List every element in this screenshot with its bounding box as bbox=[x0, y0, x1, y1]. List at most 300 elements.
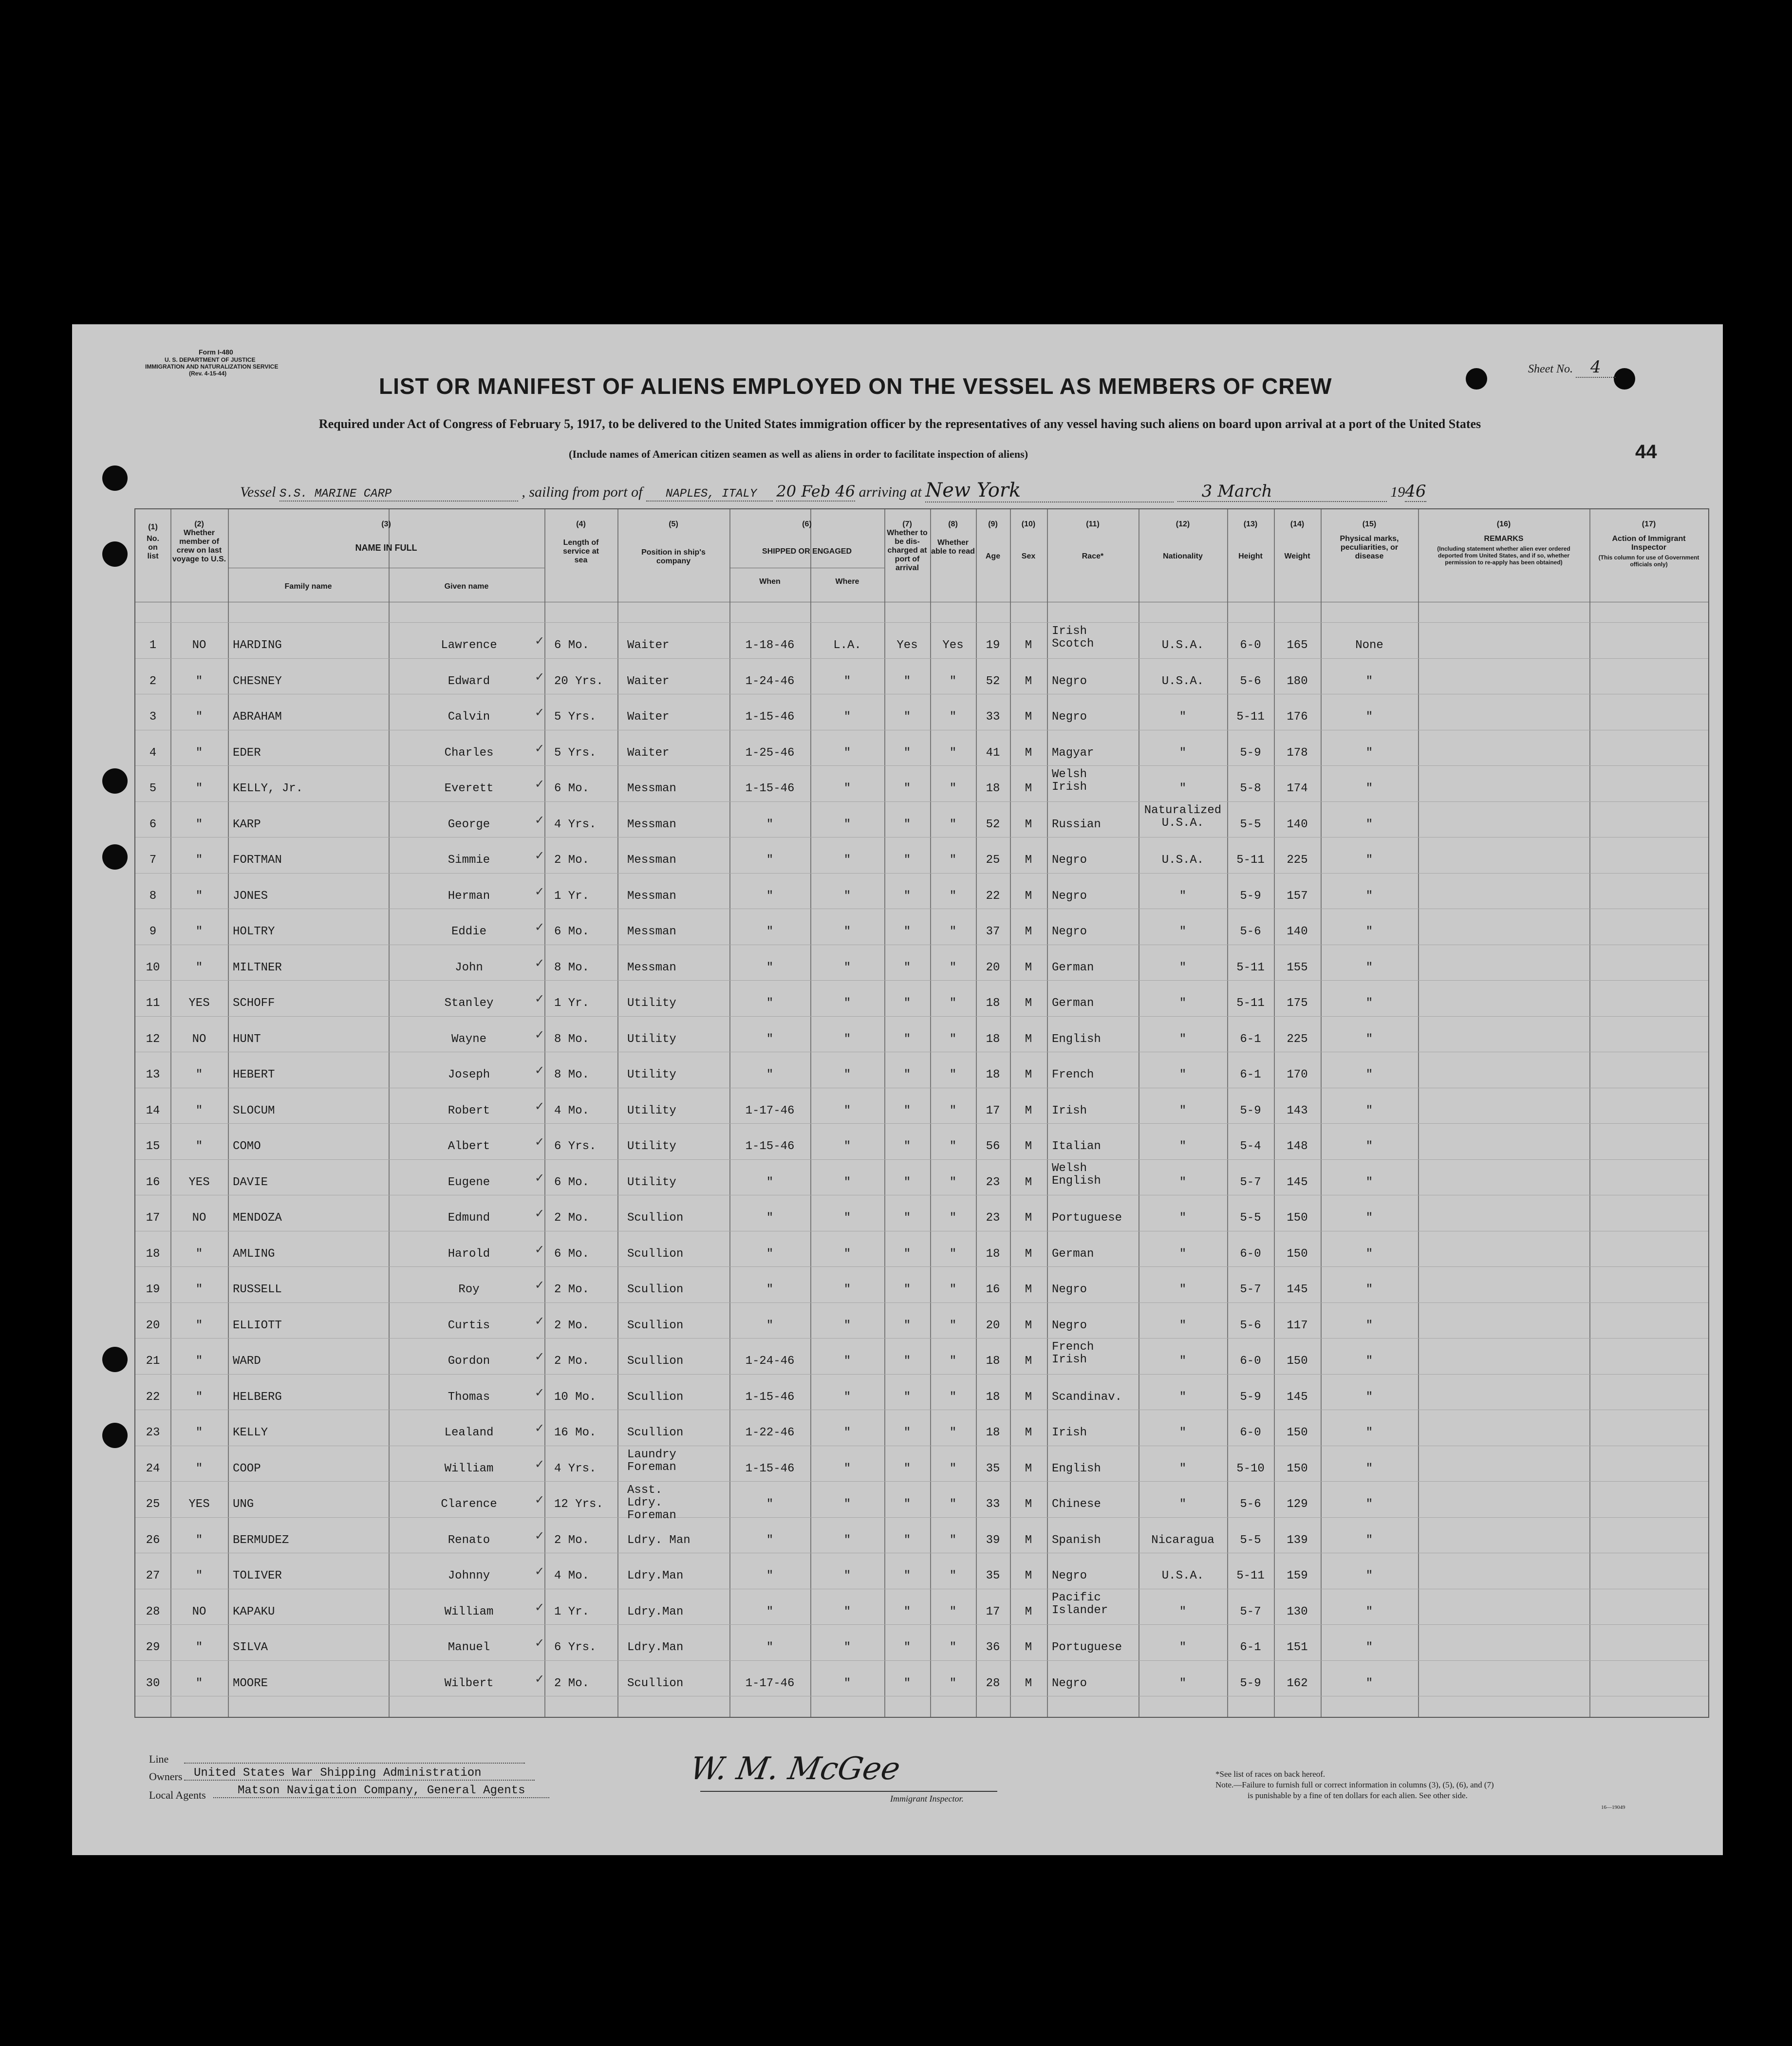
discharged-cell: " bbox=[903, 997, 911, 1010]
table-row bbox=[135, 1052, 1708, 1088]
shipped-where-cell: " bbox=[843, 1319, 851, 1332]
nationality-cell: U.S.A. bbox=[1161, 1569, 1204, 1582]
shipped-where-cell: " bbox=[843, 997, 851, 1010]
weight-cell: 175 bbox=[1287, 997, 1308, 1010]
col-header-shipped: (6) SHIPPED OR ENGAGED bbox=[762, 520, 852, 556]
position-cell: Utility bbox=[627, 1104, 676, 1117]
owners-value: United States War Shipping Administration bbox=[184, 1767, 535, 1781]
age-cell: 19 bbox=[986, 639, 1000, 652]
given-name-cell: William bbox=[444, 1462, 494, 1475]
table-row bbox=[135, 980, 1708, 1016]
shipped-when-cell: 1-17-46 bbox=[745, 1104, 795, 1117]
last-voyage-cell: " bbox=[195, 925, 203, 938]
age-cell: 23 bbox=[986, 1211, 1000, 1225]
row-number-cell: 28 bbox=[146, 1605, 160, 1618]
weight-cell: 150 bbox=[1287, 1211, 1308, 1225]
given-name-cell: Herman bbox=[448, 889, 490, 903]
last-voyage-cell: NO bbox=[192, 1211, 206, 1225]
shipped-where-cell: " bbox=[843, 1462, 851, 1475]
family-name-cell: ELLIOTT bbox=[233, 1319, 282, 1332]
service-length-cell: 6 Yrs. bbox=[554, 1641, 597, 1654]
shipped-when-cell: " bbox=[766, 889, 774, 903]
height-cell: 6-1 bbox=[1240, 1068, 1261, 1081]
last-voyage-cell: YES bbox=[188, 1175, 210, 1189]
col-header-weight: (14) Weight bbox=[1284, 520, 1310, 560]
race-cell: Scandinav. bbox=[1052, 1390, 1122, 1404]
able-to-read-cell: " bbox=[949, 997, 957, 1010]
race-cell: Chinese bbox=[1052, 1498, 1101, 1511]
vessel-name: S.S. MARINE CARP bbox=[280, 487, 518, 502]
shipped-when-cell: 1-15-46 bbox=[745, 1140, 795, 1153]
weight-cell: 162 bbox=[1287, 1676, 1308, 1690]
check-mark-icon: ✓ bbox=[535, 920, 545, 934]
table-row bbox=[135, 1517, 1708, 1553]
family-name-cell: TOLIVER bbox=[233, 1569, 282, 1582]
service-length-cell: 6 Mo. bbox=[554, 1175, 590, 1189]
nationality-cell: " bbox=[1179, 1032, 1187, 1046]
service-length-cell: 8 Mo. bbox=[554, 961, 590, 974]
nationality-cell: Naturalized U.S.A. bbox=[1144, 803, 1222, 830]
age-cell: 20 bbox=[986, 1319, 1000, 1332]
discharged-cell: " bbox=[903, 925, 911, 938]
shipped-where-cell: " bbox=[843, 1283, 851, 1296]
race-cell: English bbox=[1052, 1032, 1101, 1046]
row-number-cell: 15 bbox=[146, 1140, 160, 1153]
check-mark-icon: ✓ bbox=[535, 1350, 545, 1363]
sex-cell: M bbox=[1025, 1605, 1032, 1618]
check-mark-icon: ✓ bbox=[535, 884, 545, 898]
table-row bbox=[135, 801, 1708, 837]
age-cell: 18 bbox=[986, 1068, 1000, 1081]
able-to-read-cell: " bbox=[949, 674, 957, 688]
position-cell: Messman bbox=[627, 854, 676, 867]
weight-cell: 180 bbox=[1287, 674, 1308, 688]
position-cell: Scullion bbox=[627, 1211, 684, 1225]
discharged-cell: " bbox=[903, 889, 911, 903]
check-mark-icon: ✓ bbox=[535, 1493, 545, 1507]
check-mark-icon: ✓ bbox=[535, 1314, 545, 1328]
height-cell: 5-11 bbox=[1236, 854, 1265, 867]
last-voyage-cell: " bbox=[195, 1104, 203, 1117]
table-row bbox=[135, 1553, 1708, 1589]
punch-hole bbox=[1614, 368, 1635, 390]
able-to-read-cell: " bbox=[949, 782, 957, 795]
race-cell: Irish bbox=[1052, 1104, 1087, 1117]
family-name-cell: RUSSELL bbox=[233, 1283, 282, 1296]
race-cell: Negro bbox=[1052, 674, 1087, 688]
able-to-read-cell: " bbox=[949, 746, 957, 760]
check-mark-icon: ✓ bbox=[535, 1672, 545, 1686]
physical-marks-cell: " bbox=[1365, 674, 1373, 688]
discharged-cell: " bbox=[903, 1426, 911, 1439]
given-name-cell: Edmund bbox=[448, 1211, 490, 1225]
shipped-when-cell: 1-17-46 bbox=[745, 1676, 795, 1690]
arriving-label: arriving at bbox=[859, 484, 922, 500]
height-cell: 6-0 bbox=[1240, 1247, 1261, 1261]
shipped-where-cell: " bbox=[843, 674, 851, 688]
given-name-cell: Charles bbox=[444, 746, 494, 760]
shipped-when-cell: 1-15-46 bbox=[745, 1390, 795, 1404]
physical-marks-cell: " bbox=[1365, 1641, 1373, 1654]
table-row bbox=[135, 1088, 1708, 1124]
physical-marks-cell: " bbox=[1365, 1426, 1373, 1439]
check-mark-icon: ✓ bbox=[535, 992, 545, 1005]
sailing-label: , sailing from port of bbox=[522, 484, 643, 500]
check-mark-icon: ✓ bbox=[535, 1385, 545, 1399]
row-number-cell: 10 bbox=[146, 961, 160, 974]
given-name-cell: Thomas bbox=[448, 1390, 490, 1404]
nationality-cell: " bbox=[1179, 1319, 1187, 1332]
able-to-read-cell: " bbox=[949, 1319, 957, 1332]
height-cell: 5-4 bbox=[1240, 1140, 1261, 1153]
weight-cell: 139 bbox=[1287, 1533, 1308, 1547]
weight-cell: 165 bbox=[1287, 639, 1308, 652]
race-cell: Italian bbox=[1052, 1140, 1101, 1153]
check-mark-icon: ✓ bbox=[535, 670, 545, 684]
last-voyage-cell: " bbox=[195, 710, 203, 724]
row-number-cell: 11 bbox=[146, 997, 160, 1010]
shipped-where-cell: L.A. bbox=[833, 639, 861, 652]
age-cell: 18 bbox=[986, 1032, 1000, 1046]
physical-marks-cell: " bbox=[1365, 1175, 1373, 1189]
col-header-height: (13) Height bbox=[1238, 520, 1263, 560]
last-voyage-cell: " bbox=[195, 1140, 203, 1153]
row-number-cell: 3 bbox=[149, 710, 157, 724]
row-number-cell: 14 bbox=[146, 1104, 160, 1117]
position-cell: Utility bbox=[627, 1068, 676, 1081]
able-to-read-cell: " bbox=[949, 1032, 957, 1046]
sex-cell: M bbox=[1025, 1569, 1032, 1582]
service-length-cell: 2 Mo. bbox=[554, 1676, 590, 1690]
age-cell: 52 bbox=[986, 674, 1000, 688]
discharged-cell: " bbox=[903, 854, 911, 867]
age-cell: 18 bbox=[986, 782, 1000, 795]
position-cell: Messman bbox=[627, 925, 676, 938]
punch-hole bbox=[102, 1347, 128, 1372]
race-cell: French bbox=[1052, 1068, 1094, 1081]
shipped-when-cell: " bbox=[766, 1283, 774, 1296]
department: U. S. DEPARTMENT OF JUSTICE bbox=[165, 356, 256, 363]
family-name-cell: CHESNEY bbox=[233, 674, 282, 688]
age-cell: 52 bbox=[986, 818, 1000, 831]
sex-cell: M bbox=[1025, 782, 1032, 795]
table-row bbox=[135, 1123, 1708, 1159]
nationality-cell: U.S.A. bbox=[1161, 639, 1204, 652]
given-name-cell: Clarence bbox=[441, 1498, 497, 1511]
shipped-when-cell: " bbox=[766, 1211, 774, 1225]
race-cell: Negro bbox=[1052, 854, 1087, 867]
check-mark-icon: ✓ bbox=[535, 1457, 545, 1471]
weight-cell: 176 bbox=[1287, 710, 1308, 724]
last-voyage-cell: " bbox=[195, 854, 203, 867]
given-name-cell: Stanley bbox=[444, 997, 494, 1010]
position-cell: Messman bbox=[627, 961, 676, 974]
nationality-cell: " bbox=[1179, 1104, 1187, 1117]
weight-cell: 225 bbox=[1287, 1032, 1308, 1046]
race-cell: French Irish bbox=[1052, 1340, 1094, 1366]
last-voyage-cell: " bbox=[195, 1319, 203, 1332]
shipped-where-cell: " bbox=[843, 961, 851, 974]
weight-cell: 140 bbox=[1287, 818, 1308, 831]
height-cell: 5-5 bbox=[1240, 1533, 1261, 1547]
col-header-family-name: Family name bbox=[284, 582, 332, 591]
discharged-cell: " bbox=[903, 746, 911, 760]
shipped-where-cell: " bbox=[843, 1068, 851, 1081]
given-name-cell: Albert bbox=[448, 1140, 490, 1153]
able-to-read-cell: " bbox=[949, 1211, 957, 1225]
form-code: 16—19049 bbox=[1601, 1804, 1625, 1810]
able-to-read-cell: " bbox=[949, 1676, 957, 1690]
given-name-cell: Manuel bbox=[448, 1641, 490, 1654]
last-voyage-cell: " bbox=[195, 1426, 203, 1439]
age-cell: 18 bbox=[986, 1247, 1000, 1261]
row-number-cell: 18 bbox=[146, 1247, 160, 1261]
given-name-cell: Renato bbox=[448, 1533, 490, 1547]
given-name-cell: Edward bbox=[448, 674, 490, 688]
check-mark-icon: ✓ bbox=[535, 1099, 545, 1113]
shipped-when-cell: 1-15-46 bbox=[745, 1462, 795, 1475]
height-cell: 5-8 bbox=[1240, 782, 1261, 795]
position-cell: Waiter bbox=[627, 746, 670, 760]
age-cell: 36 bbox=[986, 1641, 1000, 1654]
service-length-cell: 1 Yr. bbox=[554, 889, 590, 903]
age-cell: 35 bbox=[986, 1569, 1000, 1582]
able-to-read-cell: " bbox=[949, 854, 957, 867]
physical-marks-cell: " bbox=[1365, 710, 1373, 724]
discharged-cell: " bbox=[903, 1676, 911, 1690]
able-to-read-cell: " bbox=[949, 1426, 957, 1439]
height-cell: 5-5 bbox=[1240, 818, 1261, 831]
weight-cell: 148 bbox=[1287, 1140, 1308, 1153]
form-number: Form I-480 bbox=[199, 348, 233, 356]
shipped-when-cell: 1-15-46 bbox=[745, 782, 795, 795]
age-cell: 18 bbox=[986, 997, 1000, 1010]
shipped-when-cell: " bbox=[766, 997, 774, 1010]
height-cell: 6-1 bbox=[1240, 1032, 1261, 1046]
punch-hole bbox=[102, 844, 128, 870]
row-number-cell: 23 bbox=[146, 1426, 160, 1439]
table-row bbox=[135, 1374, 1708, 1410]
height-cell: 5-9 bbox=[1240, 889, 1261, 903]
nationality-cell: " bbox=[1179, 1211, 1187, 1225]
check-mark-icon: ✓ bbox=[535, 1135, 545, 1149]
given-name-cell: Simmie bbox=[448, 854, 490, 867]
given-name-cell: Roy bbox=[458, 1283, 480, 1296]
race-cell: Irish bbox=[1052, 1426, 1087, 1439]
given-name-cell: Calvin bbox=[448, 710, 490, 724]
sex-cell: M bbox=[1025, 1426, 1032, 1439]
service-length-cell: 4 Yrs. bbox=[554, 818, 597, 831]
sex-cell: M bbox=[1025, 818, 1032, 831]
row-number-cell: 1 bbox=[149, 639, 157, 652]
shipped-where-cell: " bbox=[843, 1355, 851, 1368]
col-header-race: (11) Race* bbox=[1082, 520, 1104, 560]
given-name-cell: Wayne bbox=[451, 1032, 486, 1046]
service-length-cell: 10 Mo. bbox=[554, 1390, 597, 1404]
service-length-cell: 2 Mo. bbox=[554, 1319, 590, 1332]
row-number-cell: 16 bbox=[146, 1175, 160, 1189]
agents-label: Local Agents bbox=[149, 1789, 206, 1801]
col-header-last-voyage: (2) Whether member of crew on last voyage to U.S. bbox=[172, 520, 226, 563]
given-name-cell: George bbox=[448, 818, 490, 831]
nationality-cell: " bbox=[1179, 782, 1187, 795]
physical-marks-cell: " bbox=[1365, 1462, 1373, 1475]
position-cell: Utility bbox=[627, 1175, 676, 1189]
check-mark-icon: ✓ bbox=[535, 1027, 545, 1042]
physical-marks-cell: " bbox=[1365, 997, 1373, 1010]
family-name-cell: WARD bbox=[233, 1355, 261, 1368]
physical-marks-cell: " bbox=[1365, 854, 1373, 867]
weight-cell: 151 bbox=[1287, 1641, 1308, 1654]
last-voyage-cell: " bbox=[195, 746, 203, 760]
position-cell: Asst. Ldry. Foreman bbox=[627, 1484, 676, 1522]
last-voyage-cell: " bbox=[195, 1355, 203, 1368]
physical-marks-cell: None bbox=[1355, 639, 1383, 652]
position-cell: Scullion bbox=[627, 1390, 684, 1404]
discharged-cell: " bbox=[903, 1283, 911, 1296]
race-cell: German bbox=[1052, 1247, 1094, 1261]
check-mark-icon: ✓ bbox=[535, 1278, 545, 1292]
family-name-cell: HUNT bbox=[233, 1032, 261, 1046]
sex-cell: M bbox=[1025, 1462, 1032, 1475]
race-cell: Russian bbox=[1052, 818, 1101, 831]
shipped-where-cell: " bbox=[843, 925, 851, 938]
row-number-cell: 29 bbox=[146, 1641, 160, 1654]
physical-marks-cell: " bbox=[1365, 1498, 1373, 1511]
shipped-when-cell: 1-18-46 bbox=[745, 639, 795, 652]
check-mark-icon: ✓ bbox=[535, 1242, 545, 1256]
able-to-read-cell: " bbox=[949, 1390, 957, 1404]
sex-cell: M bbox=[1025, 925, 1032, 938]
row-number-cell: 30 bbox=[146, 1676, 160, 1690]
sex-cell: M bbox=[1025, 1641, 1032, 1654]
age-cell: 33 bbox=[986, 710, 1000, 724]
weight-cell: 174 bbox=[1287, 782, 1308, 795]
able-to-read-cell: " bbox=[949, 889, 957, 903]
nationality-cell: U.S.A. bbox=[1161, 854, 1204, 867]
discharged-cell: " bbox=[903, 1533, 911, 1547]
weight-cell: 150 bbox=[1287, 1426, 1308, 1439]
able-to-read-cell: " bbox=[949, 1498, 957, 1511]
nationality-cell: " bbox=[1179, 889, 1187, 903]
signature-line bbox=[700, 1791, 997, 1792]
service-length-cell: 6 Yrs. bbox=[554, 1140, 597, 1153]
discharged-cell: " bbox=[903, 782, 911, 795]
sex-cell: M bbox=[1025, 710, 1032, 724]
last-voyage-cell: " bbox=[195, 1676, 203, 1690]
physical-marks-cell: " bbox=[1365, 1068, 1373, 1081]
given-name-cell: Robert bbox=[448, 1104, 490, 1117]
height-cell: 5-9 bbox=[1240, 746, 1261, 760]
col-header-action: (17) Action of Immigrant Inspector (This column for use of Government officials only) bbox=[1598, 520, 1699, 568]
physical-marks-cell: " bbox=[1365, 1104, 1373, 1117]
discharged-cell: " bbox=[903, 818, 911, 831]
check-mark-icon: ✓ bbox=[535, 706, 545, 719]
discharged-cell: " bbox=[903, 1319, 911, 1332]
position-cell: Messman bbox=[627, 818, 676, 831]
row-number-cell: 27 bbox=[146, 1569, 160, 1582]
crew-table bbox=[134, 508, 1709, 1718]
footnote-races: *See list of races on back hereof. bbox=[1215, 1769, 1325, 1779]
sheet-label: Sheet No. bbox=[1528, 363, 1573, 375]
weight-cell: 225 bbox=[1287, 854, 1308, 867]
discharged-cell: " bbox=[903, 961, 911, 974]
shipped-where-cell: " bbox=[843, 1605, 851, 1618]
discharged-cell: " bbox=[903, 1641, 911, 1654]
age-cell: 56 bbox=[986, 1140, 1000, 1153]
able-to-read-cell: " bbox=[949, 710, 957, 724]
footnote-penalty-2: is punishable by a fine of ten dollars for each alien. See other side. bbox=[1248, 1791, 1468, 1800]
weight-cell: 155 bbox=[1287, 961, 1308, 974]
weight-cell: 178 bbox=[1287, 746, 1308, 760]
sex-cell: M bbox=[1025, 1676, 1032, 1690]
physical-marks-cell: " bbox=[1365, 1283, 1373, 1296]
height-cell: 5-11 bbox=[1236, 997, 1265, 1010]
age-cell: 28 bbox=[986, 1676, 1000, 1690]
discharged-cell: " bbox=[903, 1605, 911, 1618]
age-cell: 17 bbox=[986, 1104, 1000, 1117]
given-name-cell: Gordon bbox=[448, 1355, 490, 1368]
shipped-where-cell: " bbox=[843, 1211, 851, 1225]
position-cell: Scullion bbox=[627, 1283, 684, 1296]
discharged-cell: " bbox=[903, 1462, 911, 1475]
physical-marks-cell: " bbox=[1365, 1605, 1373, 1618]
sex-cell: M bbox=[1025, 1068, 1032, 1081]
sex-cell: M bbox=[1025, 1211, 1032, 1225]
family-name-cell: DAVIE bbox=[233, 1175, 268, 1189]
nationality-cell: " bbox=[1179, 1498, 1187, 1511]
punch-hole bbox=[102, 1423, 128, 1448]
last-voyage-cell: NO bbox=[192, 1605, 206, 1618]
shipped-when-cell: " bbox=[766, 1641, 774, 1654]
nationality-cell: " bbox=[1179, 1247, 1187, 1261]
revision: (Rev. 4-15-44) bbox=[189, 370, 227, 377]
given-name-cell: Curtis bbox=[448, 1319, 490, 1332]
last-voyage-cell: " bbox=[195, 1462, 203, 1475]
service-length-cell: 5 Yrs. bbox=[554, 746, 597, 760]
service-length-cell: 6 Mo. bbox=[554, 925, 590, 938]
height-cell: 5-7 bbox=[1240, 1605, 1261, 1618]
race-cell: Welsh Irish bbox=[1052, 768, 1087, 794]
shipped-when-cell: " bbox=[766, 1569, 774, 1582]
last-voyage-cell: " bbox=[195, 1569, 203, 1582]
check-mark-icon: ✓ bbox=[535, 1636, 545, 1650]
race-cell: English bbox=[1052, 1462, 1101, 1475]
shipped-where-cell: " bbox=[843, 1247, 851, 1261]
table-row bbox=[135, 1589, 1708, 1625]
nationality-cell: " bbox=[1179, 746, 1187, 760]
age-cell: 16 bbox=[986, 1283, 1000, 1296]
shipped-where-cell: " bbox=[843, 782, 851, 795]
height-cell: 5-11 bbox=[1236, 961, 1265, 974]
service-length-cell: 8 Mo. bbox=[554, 1032, 590, 1046]
table-row bbox=[135, 1302, 1708, 1339]
service-length-cell: 20 Yrs. bbox=[554, 674, 603, 688]
weight-cell: 145 bbox=[1287, 1390, 1308, 1404]
weight-cell: 145 bbox=[1287, 1175, 1308, 1189]
position-cell: Ldry.Man bbox=[627, 1569, 684, 1582]
able-to-read-cell: Yes bbox=[942, 639, 964, 652]
race-cell: Negro bbox=[1052, 889, 1087, 903]
family-name-cell: MENDOZA bbox=[233, 1211, 282, 1225]
shipped-where-cell: " bbox=[843, 1641, 851, 1654]
position-cell: Utility bbox=[627, 1032, 676, 1046]
family-name-cell: SLOCUM bbox=[233, 1104, 275, 1117]
physical-marks-cell: " bbox=[1365, 782, 1373, 795]
shipped-where-cell: " bbox=[843, 854, 851, 867]
family-name-cell: COMO bbox=[233, 1140, 261, 1153]
race-cell: Portuguese bbox=[1052, 1211, 1122, 1225]
